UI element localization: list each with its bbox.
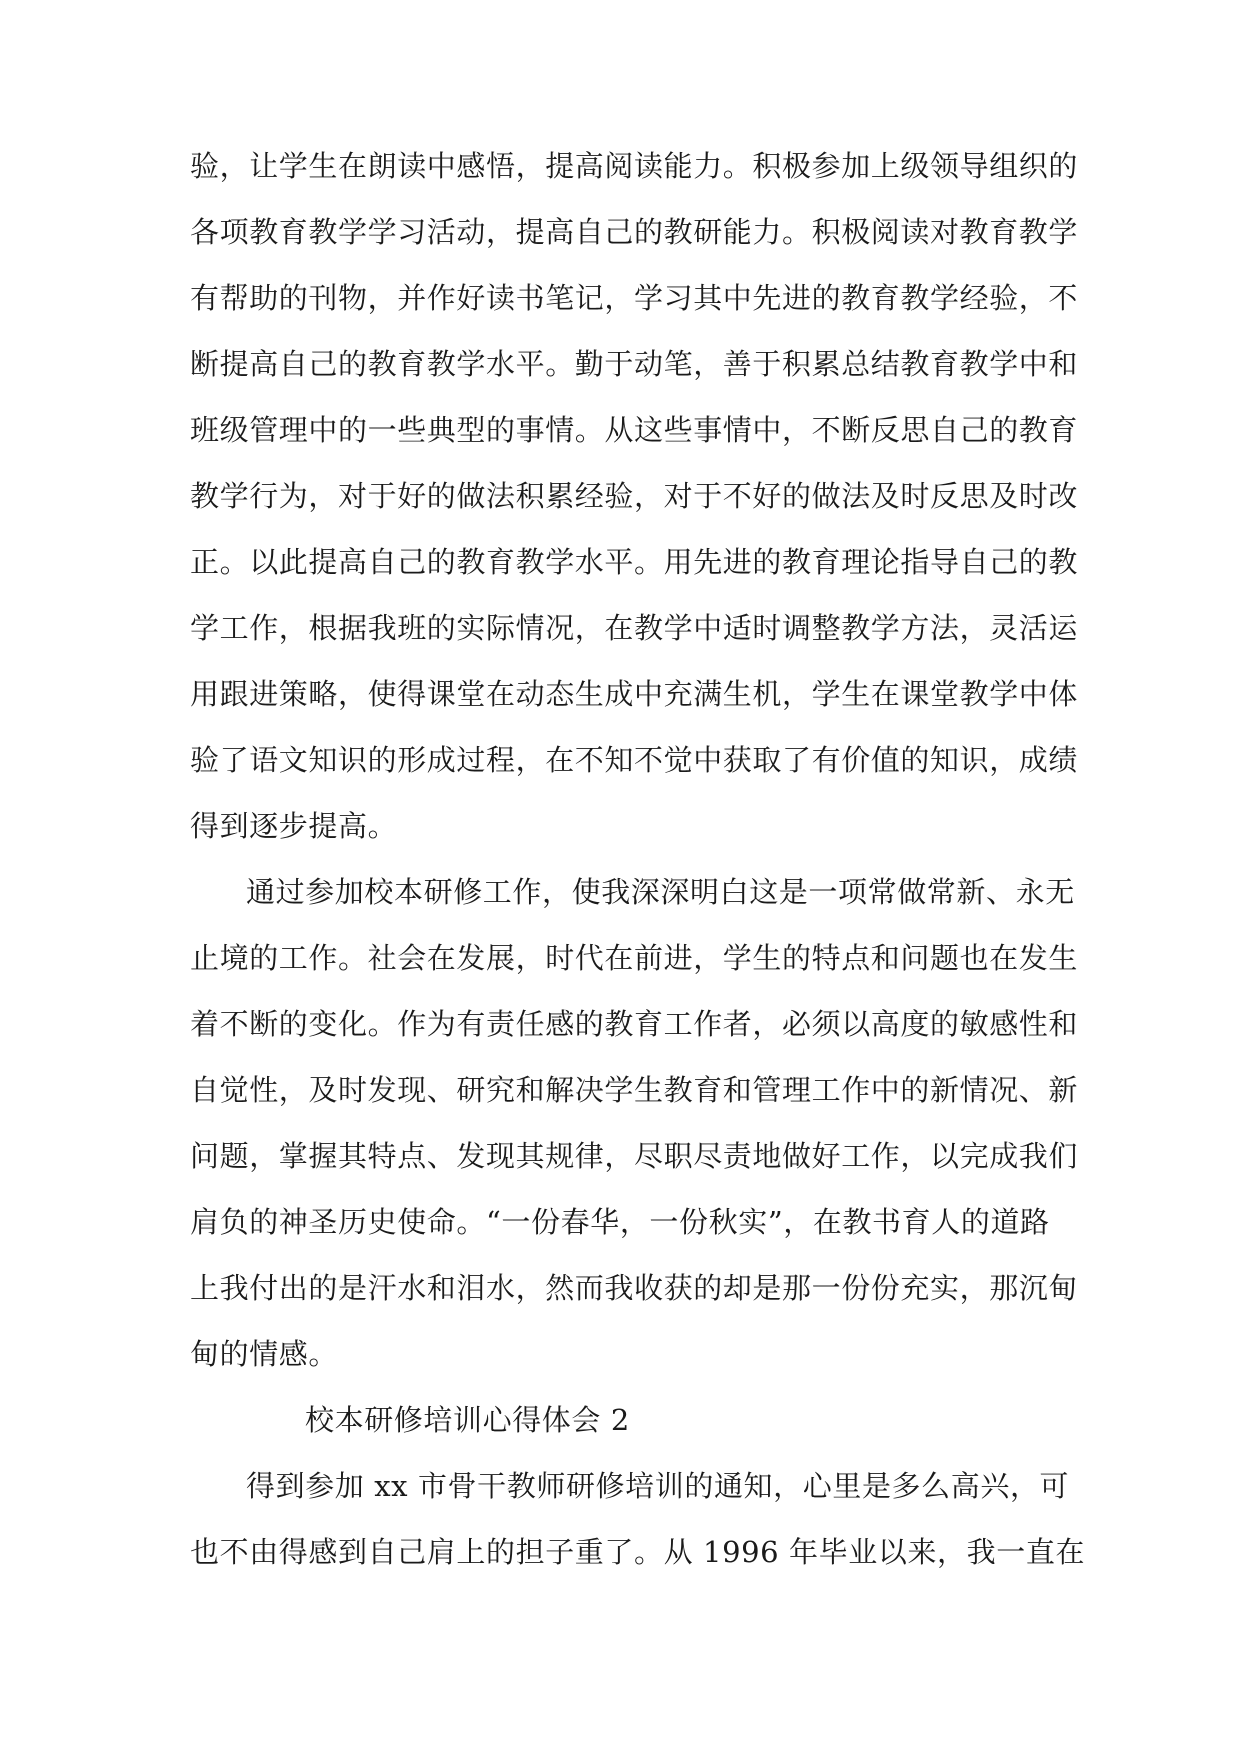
text-line: 也不由得感到自己肩上的担子重了。从 1996 年毕业以来，我一直在	[190, 1535, 1086, 1569]
section-heading: 校本研修培训心得体会 2	[305, 1403, 630, 1437]
text-line: 止境的工作。社会在发展，时代在前进，学生的特点和问题也在发生	[190, 941, 1079, 975]
text-line: 用跟进策略，使得课堂在动态生成中充满生机，学生在课堂教学中体	[190, 677, 1079, 711]
paragraph-first-line: 得到参加 xx 市骨干教师研修培训的通知，心里是多么高兴，可	[246, 1469, 1070, 1503]
text-line: 验了语文知识的形成过程，在不知不觉中获取了有价值的知识，成绩	[190, 743, 1079, 777]
text-line: 自觉性，及时发现、研究和解决学生教育和管理工作中的新情况、新	[190, 1073, 1079, 1107]
text-line: 教学行为，对于好的做法积累经验，对于不好的做法及时反思及时改	[190, 479, 1079, 513]
text-line: 肩负的神圣历史使命。“一份春华，一份秋实”，在教书育人的道路	[190, 1205, 1050, 1239]
text-line: 断提高自己的教育教学水平。勤于动笔，善于积累总结教育教学中和	[190, 347, 1079, 381]
text-line: 正。以此提高自己的教育教学水平。用先进的教育理论指导自己的教	[190, 545, 1079, 579]
text-line: 各项教育教学学习活动，提高自己的教研能力。积极阅读对教育教学	[190, 215, 1079, 249]
text-line: 上我付出的是汗水和泪水，然而我收获的却是那一份份充实，那沉甸	[190, 1271, 1079, 1305]
text-line: 甸的情感。	[190, 1337, 339, 1371]
text-line: 得到逐步提高。	[190, 809, 398, 843]
text-line: 班级管理中的一些典型的事情。从这些事情中，不断反思自己的教育	[190, 413, 1079, 447]
paragraph-first-line: 通过参加校本研修工作，使我深深明白这是一项常做常新、永无	[246, 875, 1075, 909]
text-line: 验，让学生在朗读中感悟，提高阅读能力。积极参加上级领导组织的	[190, 149, 1079, 183]
text-line: 着不断的变化。作为有责任感的教育工作者，必须以高度的敏感性和	[190, 1007, 1079, 1041]
text-line: 有帮助的刊物，并作好读书笔记，学习其中先进的教育教学经验，不	[190, 281, 1079, 315]
text-line: 问题，掌握其特点、发现其规律，尽职尽责地做好工作，以完成我们	[190, 1139, 1079, 1173]
text-line: 学工作，根据我班的实际情况，在教学中适时调整教学方法，灵活运	[190, 611, 1079, 645]
